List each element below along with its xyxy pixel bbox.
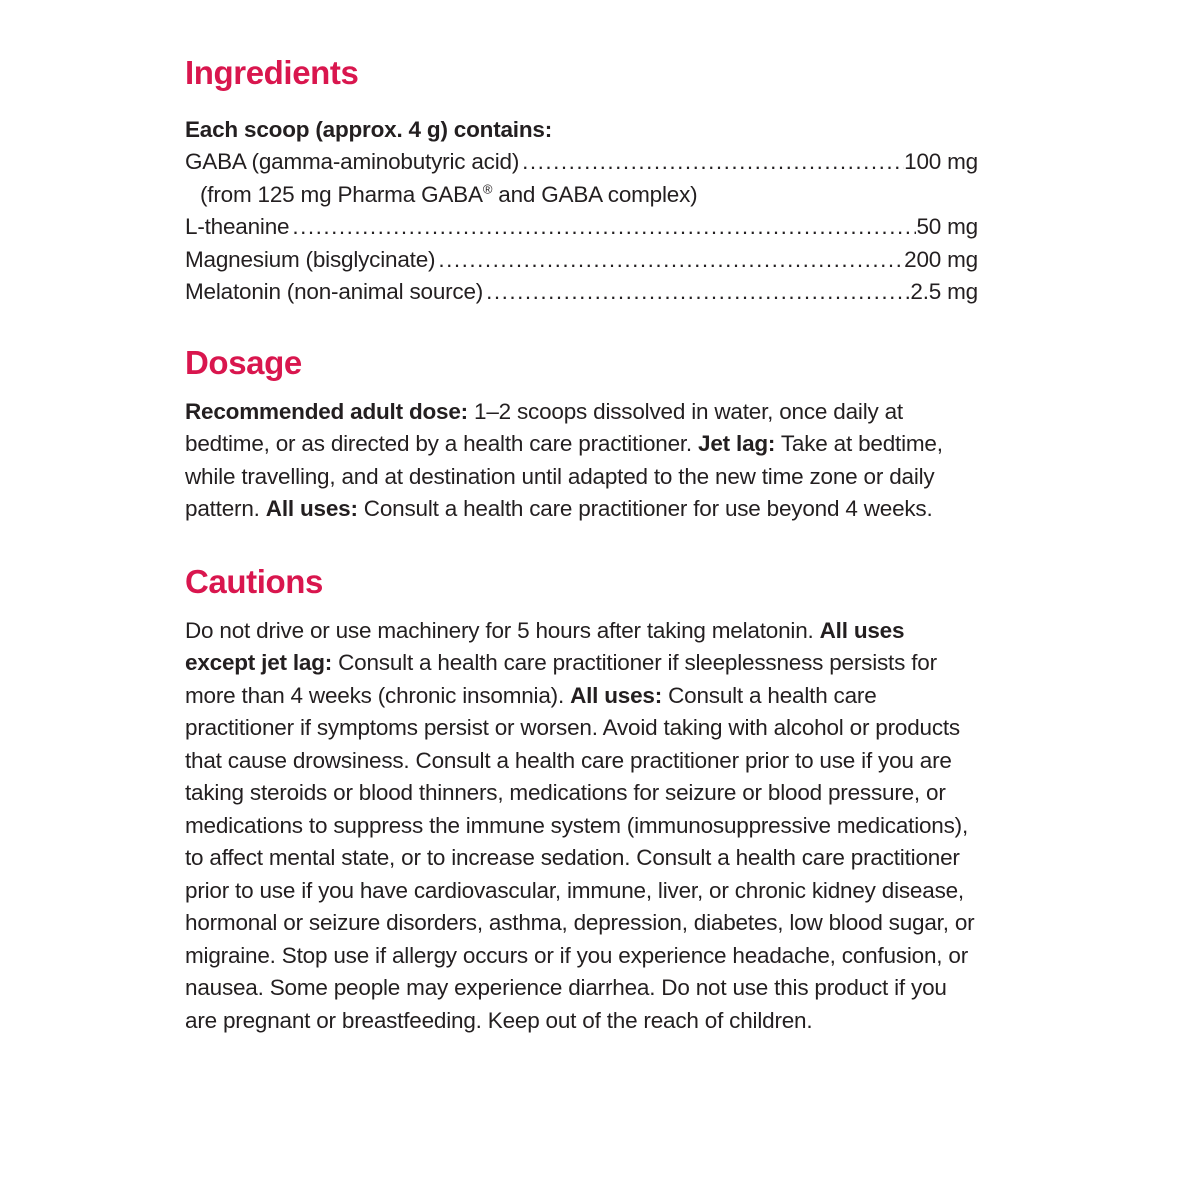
ingredients-heading: Ingredients	[185, 54, 359, 91]
ingredient-name: Melatonin (non-animal source)	[185, 279, 484, 305]
cautions-label-all-uses-except-jet-lag: All uses except jet lag:	[185, 617, 905, 676]
dosage-heading: Dosage	[185, 343, 302, 381]
ingredient-amount: 50 mg	[916, 214, 978, 240]
ingredient-amount: 2.5 mg	[910, 279, 978, 305]
cautions-text: Consult a health care practitioner if sleeplessness persists for more than 4 weeks (chronic insomnia).	[185, 650, 937, 708]
dosage-label-recommended-dose: Recommended adult dose:	[185, 398, 468, 424]
cautions-text: Do not drive or use machinery for 5 hours after taking melatonin.	[185, 617, 820, 643]
dosage-paragraph	[185, 396, 978, 526]
section-cautions	[185, 563, 978, 1037]
ingredient-row-ltheanine	[185, 211, 978, 244]
cautions-label-all-uses: All uses:	[570, 682, 663, 708]
cautions-paragraph	[185, 615, 978, 1038]
dot-leader	[292, 211, 916, 244]
dot-leader	[438, 244, 904, 277]
dosage-label-jet-lag: Jet lag:	[698, 431, 776, 457]
ingredient-row-magnesium	[185, 244, 978, 277]
label-content-column	[185, 54, 978, 1037]
ingredient-name: Magnesium (bisglycinate)	[185, 246, 436, 272]
ingredient-amount: 200 mg	[904, 246, 978, 272]
dosage-text: Consult a health care practitioner for use beyond 4 weeks.	[357, 496, 933, 522]
ingredient-name: GABA (gamma-aminobutyric acid)	[185, 149, 520, 175]
section-dosage	[185, 344, 978, 526]
cautions-text: Consult a health care practitioner if symptoms persist or worsen. Avoid taking with alcohol or products that cause drowsiness. Consult a health care practitioner prior to use if you are taking steroids or blood thinners, medications for seizure or blood pressure, or medications to suppress the immune system (immunosuppressive medications), to affect mental state, or to increase sedation. Consult a health care practitioner prior to use if you have cardiovascular, immune, liver, or chronic kidney disease, hormonal or seizure disorders, asthma, depression, diabetes, low blood sugar, or migraine. Stop use if allergy occurs or if you experience headache, confusion, or nausea. Some people may experience diarrhea. Do not use this product if you are pregnant or breastfeeding. Keep out of the reach of children.	[185, 682, 975, 1033]
dosage-label-all-uses: All uses:	[265, 496, 358, 522]
note-text: (from 125 mg Pharma GABA	[200, 181, 483, 207]
ingredients-subheading: Each scoop (approx. 4 g) contains:	[185, 116, 553, 142]
registered-mark: ®	[482, 181, 493, 197]
dosage-text: 1–2 scoops dissolved in water, once daily at bedtime, or as directed by a health care practitioner.	[185, 398, 903, 457]
dot-leader	[522, 146, 904, 179]
dot-leader	[486, 276, 910, 309]
note-text: and GABA complex)	[492, 181, 698, 207]
cautions-heading: Cautions	[185, 562, 323, 600]
ingredient-note-gaba	[185, 179, 978, 212]
ingredient-row-gaba	[185, 146, 978, 179]
ingredient-name: L-theanine	[185, 214, 290, 240]
ingredient-amount: 100 mg	[904, 149, 978, 175]
dosage-text: Take at bedtime, while travelling, and at destination until adapted to the new time zone or daily pattern.	[185, 431, 943, 522]
section-ingredients	[185, 54, 978, 309]
ingredient-row-melatonin	[185, 276, 978, 309]
